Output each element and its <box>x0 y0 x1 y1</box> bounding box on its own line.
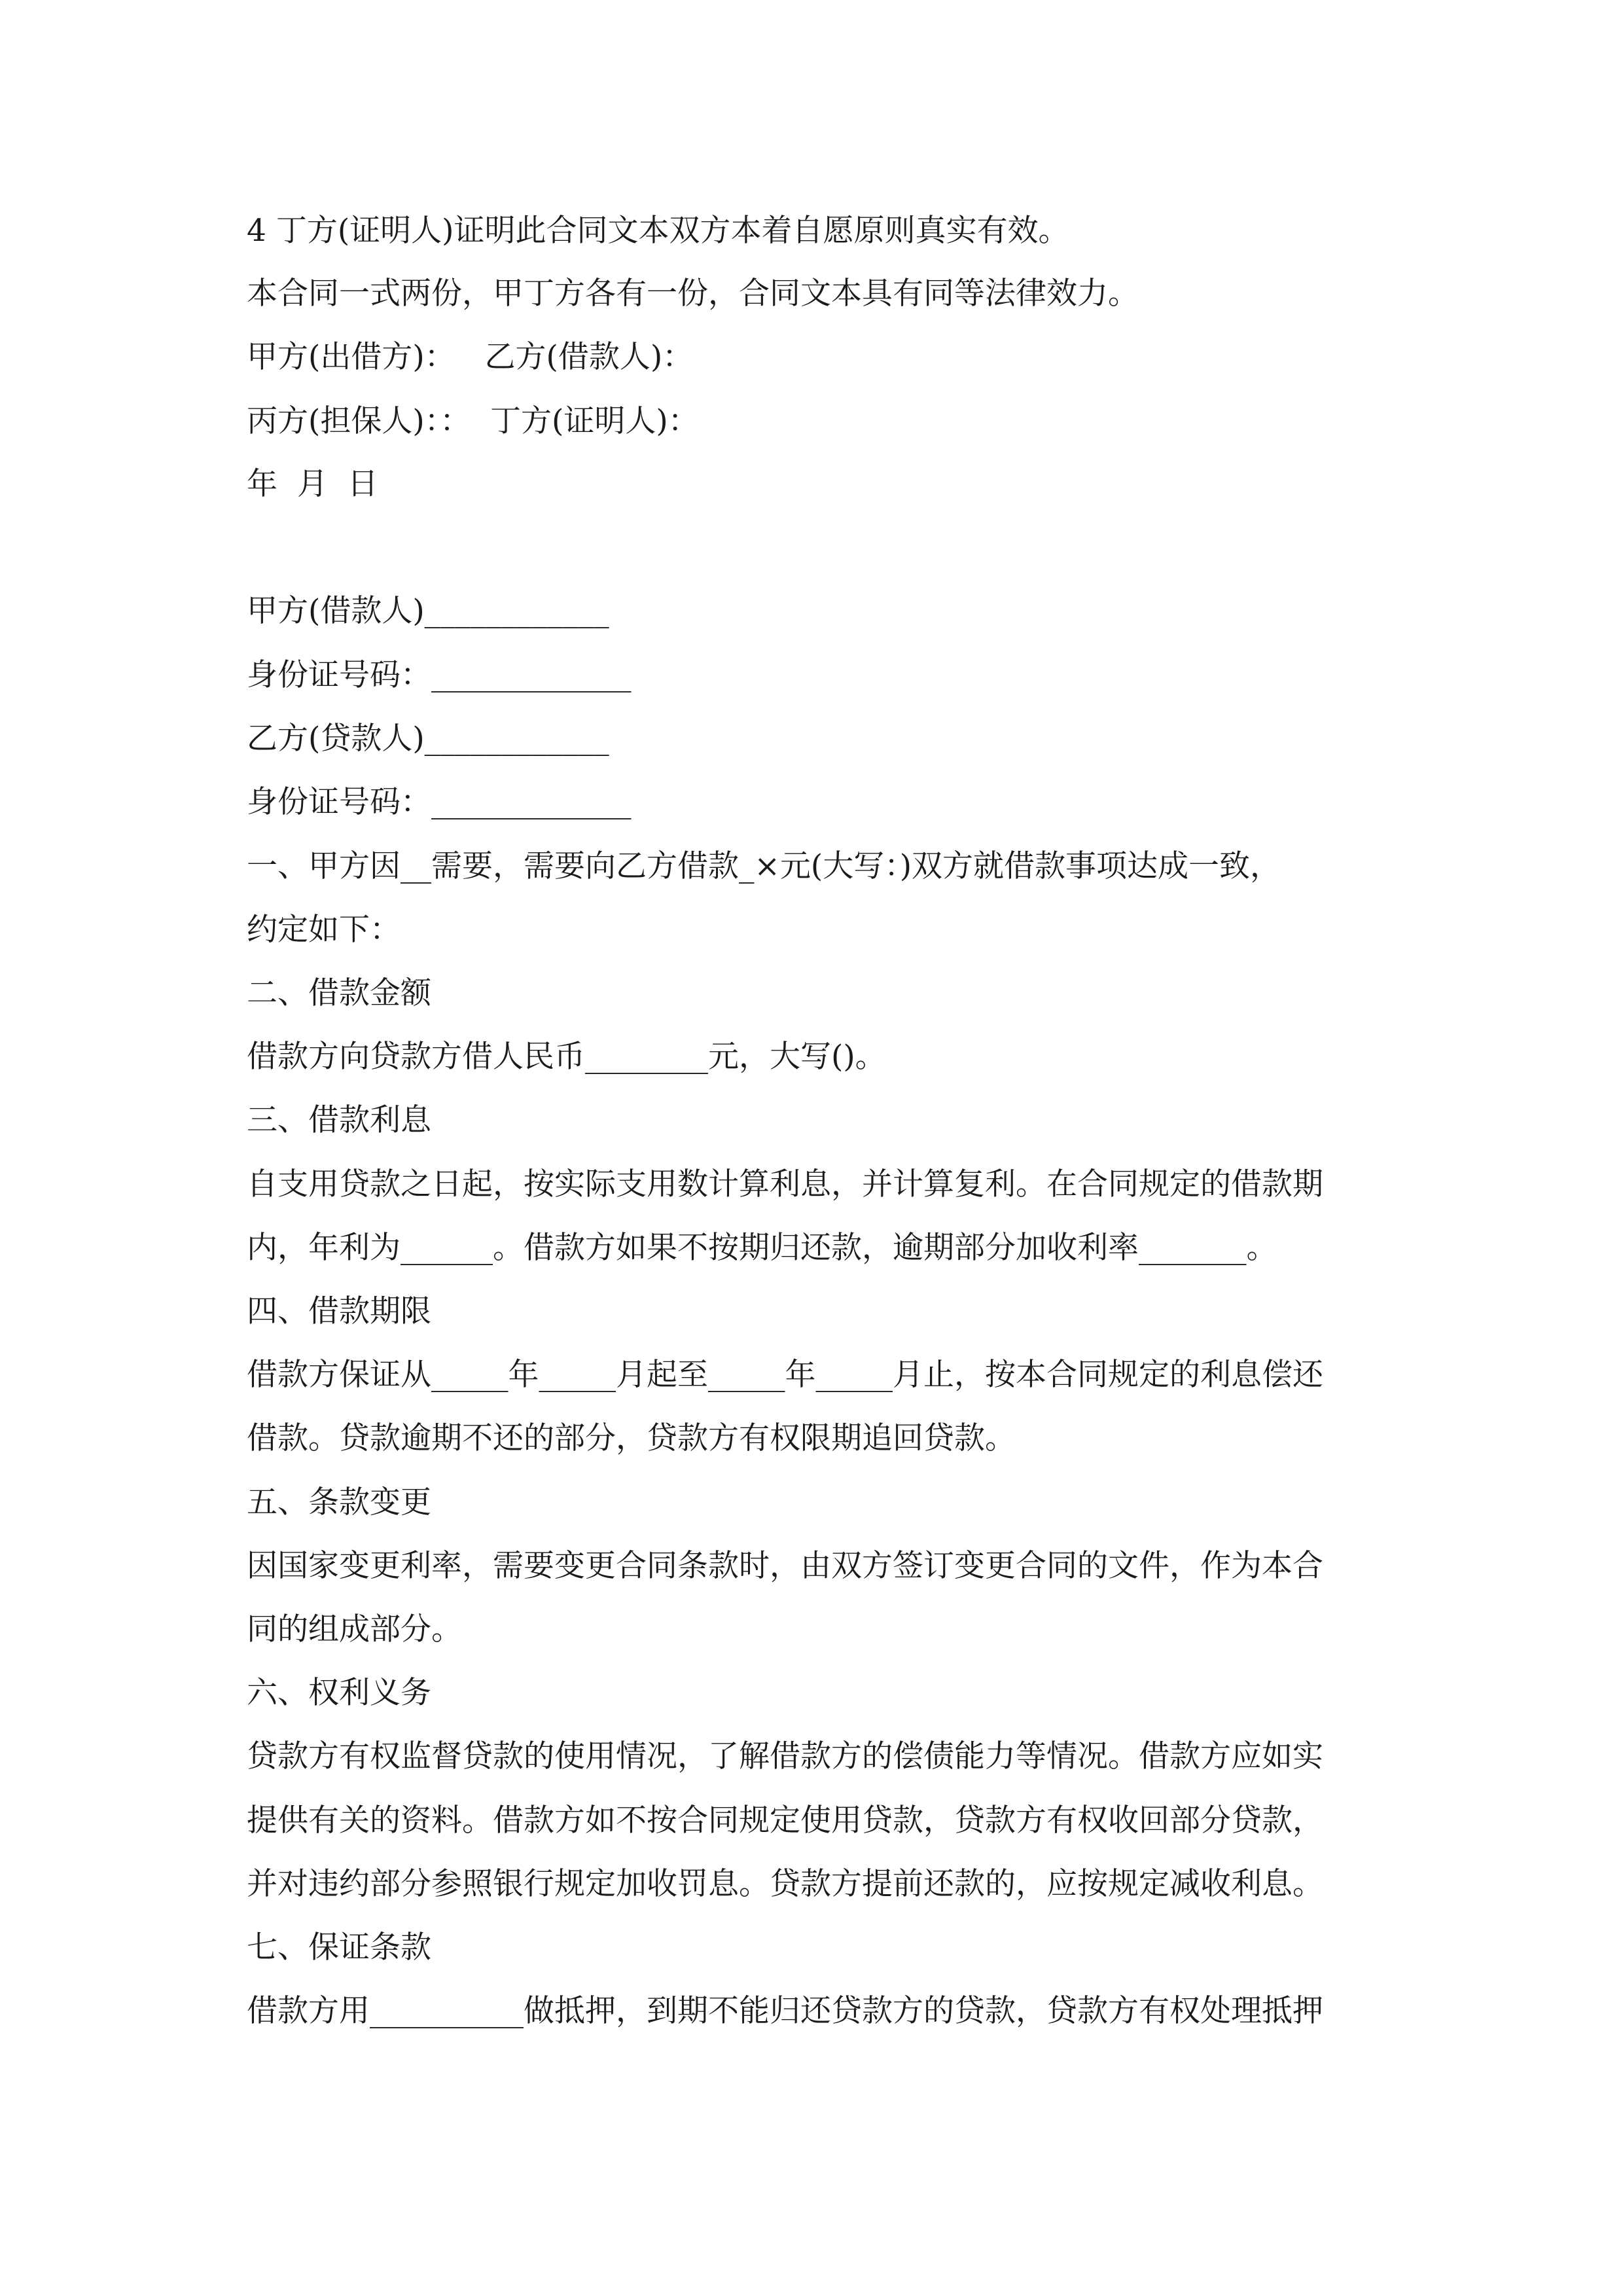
clause-6-text-cont: 提供有关的资料。借款方如不按合同规定使用贷款，贷款方有权收回部分贷款， <box>247 1803 1323 1839</box>
clause-3-heading: 三、借款利息 <box>247 1102 431 1138</box>
clause-6-heading: 六、权利义务 <box>247 1675 431 1711</box>
clause-4-text: 借款方保证从_____年_____月起至_____年_____月止，按本合同规定的利息偿还 <box>247 1357 1323 1393</box>
clause-1-text: 一、甲方因__需要，需要向乙方借款_×元(大写：)双方就借款事项达成一致， <box>247 848 1281 884</box>
clause-4-heading: 四、借款期限 <box>247 1293 431 1329</box>
clause-5-heading: 五、条款变更 <box>247 1484 431 1520</box>
clause-6-text-cont-2: 并对违约部分参照银行规定加收罚息。贷款方提前还款的，应按规定减收利息。 <box>247 1866 1323 1902</box>
clause-5-text-cont: 同的组成部分。 <box>247 1611 462 1647</box>
clause-5-text: 因国家变更利率，需要变更合同条款时，由双方签订变更合同的文件，作为本合 <box>247 1548 1323 1584</box>
party-c-d-signature-line: 丙方(担保人)：： 丁方(证明人)： <box>247 403 699 439</box>
witness-clause: 4 丁方(证明人)证明此合同文本双方本着自愿原则真实有效。 <box>247 213 1069 249</box>
lender-id-field: 身份证号码：_____________ <box>247 784 632 820</box>
clause-1-text-cont: 约定如下： <box>247 912 401 948</box>
clause-7-text: 借款方用__________做抵押，到期不能归还贷款方的贷款，贷款方有权处理抵押 <box>247 1993 1323 2029</box>
clause-2-heading: 二、借款金额 <box>247 975 431 1011</box>
clause-6-text: 贷款方有权监督贷款的使用情况，了解借款方的偿债能力等情况。借款方应如实 <box>247 1738 1323 1774</box>
copies-clause: 本合同一式两份，甲丁方各有一份，合同文本具有同等法律效力。 <box>247 276 1139 312</box>
borrower-field: 甲方(借款人)____________ <box>247 593 609 629</box>
date-line: 年 月 日 <box>247 466 378 502</box>
clause-3-text: 自支用贷款之日起，按实际支用数计算利息，并计算复利。在合同规定的借款期 <box>247 1166 1323 1202</box>
clause-4-text-cont: 借款。贷款逾期不还的部分，贷款方有权限期追回贷款。 <box>247 1420 1016 1456</box>
lender-field: 乙方(贷款人)____________ <box>247 721 609 757</box>
clause-2-text: 借款方向贷款方借人民币________元，大写()。 <box>247 1039 886 1075</box>
party-a-b-signature-line: 甲方(出借方)： 乙方(借款人)： <box>247 339 694 375</box>
borrower-id-field: 身份证号码：_____________ <box>247 657 632 693</box>
clause-7-heading: 七、保证条款 <box>247 1929 431 1965</box>
clause-3-text-cont: 内，年利为______。借款方如果不按期归还款，逾期部分加收利率_______。 <box>247 1230 1277 1266</box>
